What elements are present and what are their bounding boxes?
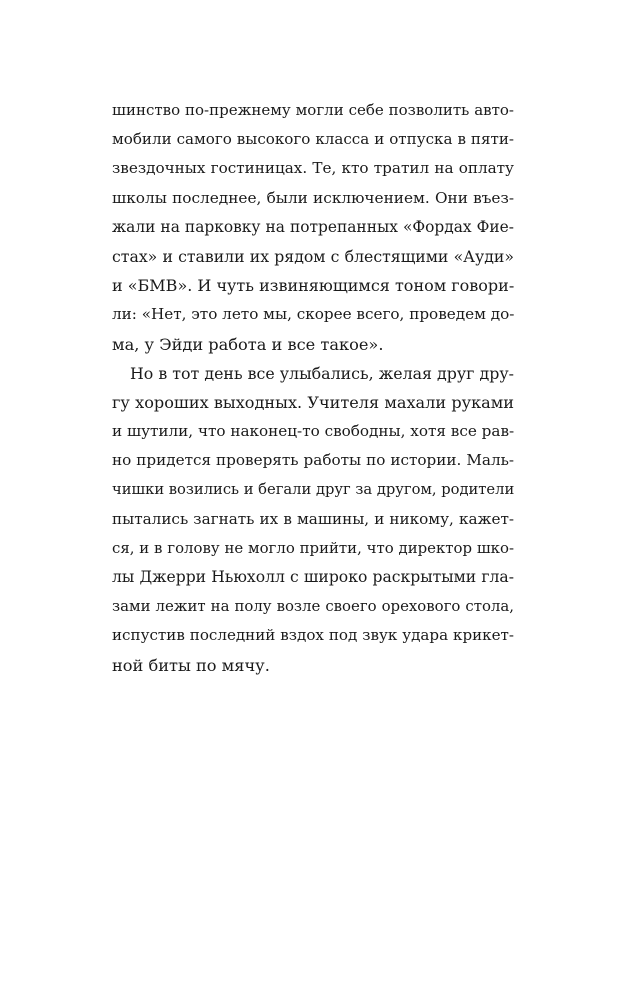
body-text — [112, 96, 514, 680]
text-line: лы Джерри Ньюхолл с широко раскрытыми гла- — [112, 568, 514, 586]
text-line: ся, и в голову не могло прийти, что директор шко- — [112, 538, 514, 557]
text-line: звездочных гостиницах. Те, кто тратил на оплату — [112, 159, 514, 178]
text-line: гу хороших выходных. Учителя махали руками — [112, 392, 514, 412]
text-line: Но в тот день все улыбались, желая друг дру- — [130, 363, 514, 383]
text-line: стах» и ставили их рядом с блестящими «Ауди» — [112, 246, 514, 266]
text-line: ли: «Нет, это лето мы, скорее всего, проведем до- — [112, 305, 515, 324]
text-line: ной биты по мячу. — [112, 655, 270, 675]
text-line: жали на парковку на потрепанных «Фордах Фие- — [112, 217, 514, 236]
text-line: и шутили, что наконец-то свободны, хотя все рав- — [112, 422, 515, 441]
text-line: пытались загнать их в машины, и никому, кажет- — [112, 509, 514, 528]
text-line: ма, у Эйди работа и все такое». — [112, 334, 384, 354]
paragraph-1 — [112, 96, 514, 359]
text-line: но придется проверять работы по истории. Маль- — [112, 451, 514, 470]
text-line: чишки возились и бегали друг за другом, родители — [112, 481, 515, 499]
text-line: мобили самого высокого класса и отпуска в пяти- — [112, 130, 514, 149]
text-line: испустив последний вздох под звук удара крикет- — [112, 626, 514, 645]
text-line: и «БМВ». И чуть извиняющимся тоном говори- — [112, 276, 515, 296]
text-line: зами лежит на полу возле своего орехового стола, — [112, 597, 514, 616]
text-line: шинство по-прежнему могли себе позволить авто- — [112, 101, 514, 119]
text-line: школы последнее, были исключением. Они въез- — [112, 188, 514, 207]
paragraph-2 — [112, 359, 514, 680]
